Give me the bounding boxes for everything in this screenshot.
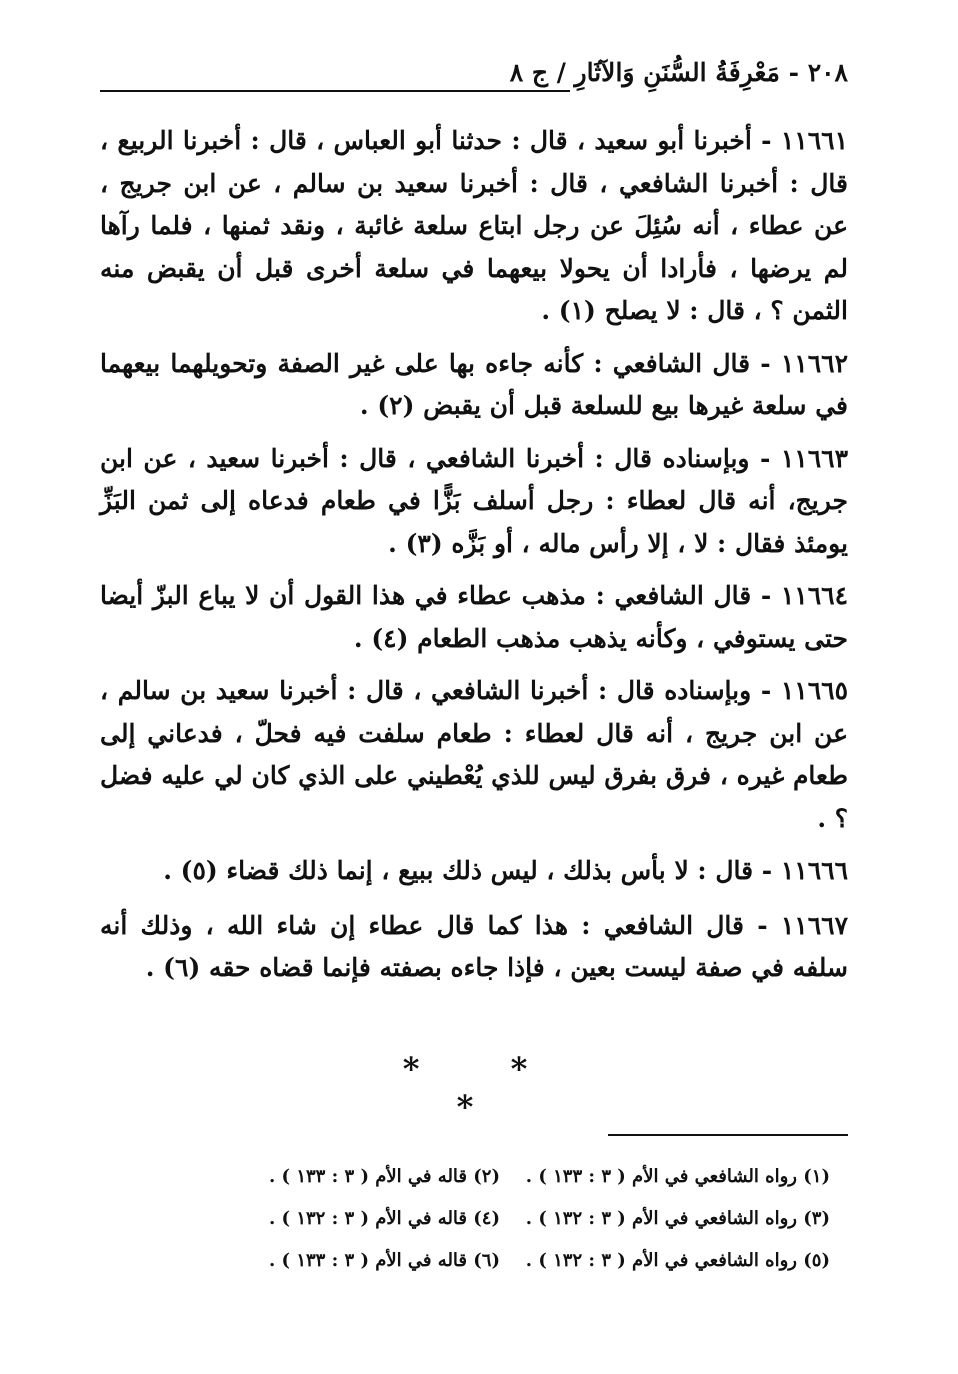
footnotes (170, 1158, 830, 1280)
page-header (100, 52, 848, 92)
paragraph-11665: ١١٦٦٥ - وبإسناده قال : أخبرنا الشافعي ، قال : أخبرنا سعيد بن سالم ، عن ابن جريج ، أنه قال لعطاء : طعام سلفت فيه فحلّ ، فدعاني إلى طعام غيره ، فرق بفرق ليس للذي يُعْطيني على الذي كان لي عليه فضل ؟ . (100, 676, 848, 833)
footnote-rule (608, 1134, 848, 1136)
header-rule (100, 90, 570, 92)
paragraph-11661: ١١٦٦١ - أخبرنا أبو سعيد ، قال : حدثنا أبو العباس ، قال : أخبرنا الربيع ، قال : أخبرنا الشافعي ، قال : أخبرنا سعيد بن سالم ، عن ابن جريج ، عن عطاء ، أنه سُئِلَ عن رجل ابتاع سلعة غائبة ، ونقد ثمنها ، فلما رآها لم يرضها ، فأرادا أن يحولا بيعهما في سلعة أخرى قبل أن يقبض منه الثمن ؟ ، قال : لا يصلح (١) . (100, 126, 848, 325)
main-text (100, 120, 848, 1000)
footnote-3: (٣) رواه الشافعي في الأم ( ٣ : ١٣٢ ) . (525, 1208, 830, 1229)
paragraph-11667: ١١٦٦٧ - قال الشافعي : هذا كما قال عطاء إن شاء الله ، وذلك أنه سلفه في صفة ليست بعين ، فإذا جاءه بصفته فإنما قضاه حقه (٦) . (100, 910, 848, 982)
footnote-6: (٦) قاله في الأم ( ٣ : ١٣٣ ) . (268, 1250, 500, 1271)
footnote-1: (١) رواه الشافعي في الأم ( ٣ : ١٣٣ ) . (525, 1166, 830, 1187)
footnote-2: (٢) قاله في الأم ( ٣ : ١٣٣ ) . (268, 1166, 500, 1187)
paragraph-11663: ١١٦٦٣ - وبإسناده قال : أخبرنا الشافعي ، قال : أخبرنا سعيد ، عن ابن جريج، أنه قال لعطاء : رجل أسلف بَزًّا في طعام فدعاه إلى ثمن البَزِّ يومئذ فقال : لا ، إلا رأس ماله ، أو بَزَّه (٣) . (100, 443, 848, 558)
paragraph-11666: ١١٦٦٦ - قال : لا بأس بذلك ، ليس ذلك ببيع ، إنما ذلك قضاء (٥) . (163, 856, 848, 885)
footnote-5: (٥) رواه الشافعي في الأم ( ٣ : ١٣٢ ) . (525, 1250, 830, 1271)
section-separator: * * * (402, 1050, 568, 1126)
paragraph-11664: ١١٦٦٤ - قال الشافعي : مذهب عطاء في هذا القول أن لا يباع البزّ أيضا حتى يستوفي ، وكأنه يذهب مذهب الطعام (٤) . (100, 581, 848, 653)
footnote-4: (٤) قاله في الأم ( ٣ : ١٣٢ ) . (268, 1208, 500, 1229)
running-header-title: ٢٠٨ - مَعْرِفَةُ السُّنَنِ وَالآثَارِ / ج ٨ (509, 58, 848, 87)
paragraph-11662: ١١٦٦٢ - قال الشافعي : كأنه جاءه بها على غير الصفة وتحويلهما بيعهما في سلعة غيرها بيع للسلعة قبل أن يقبض (٢) . (100, 348, 848, 420)
